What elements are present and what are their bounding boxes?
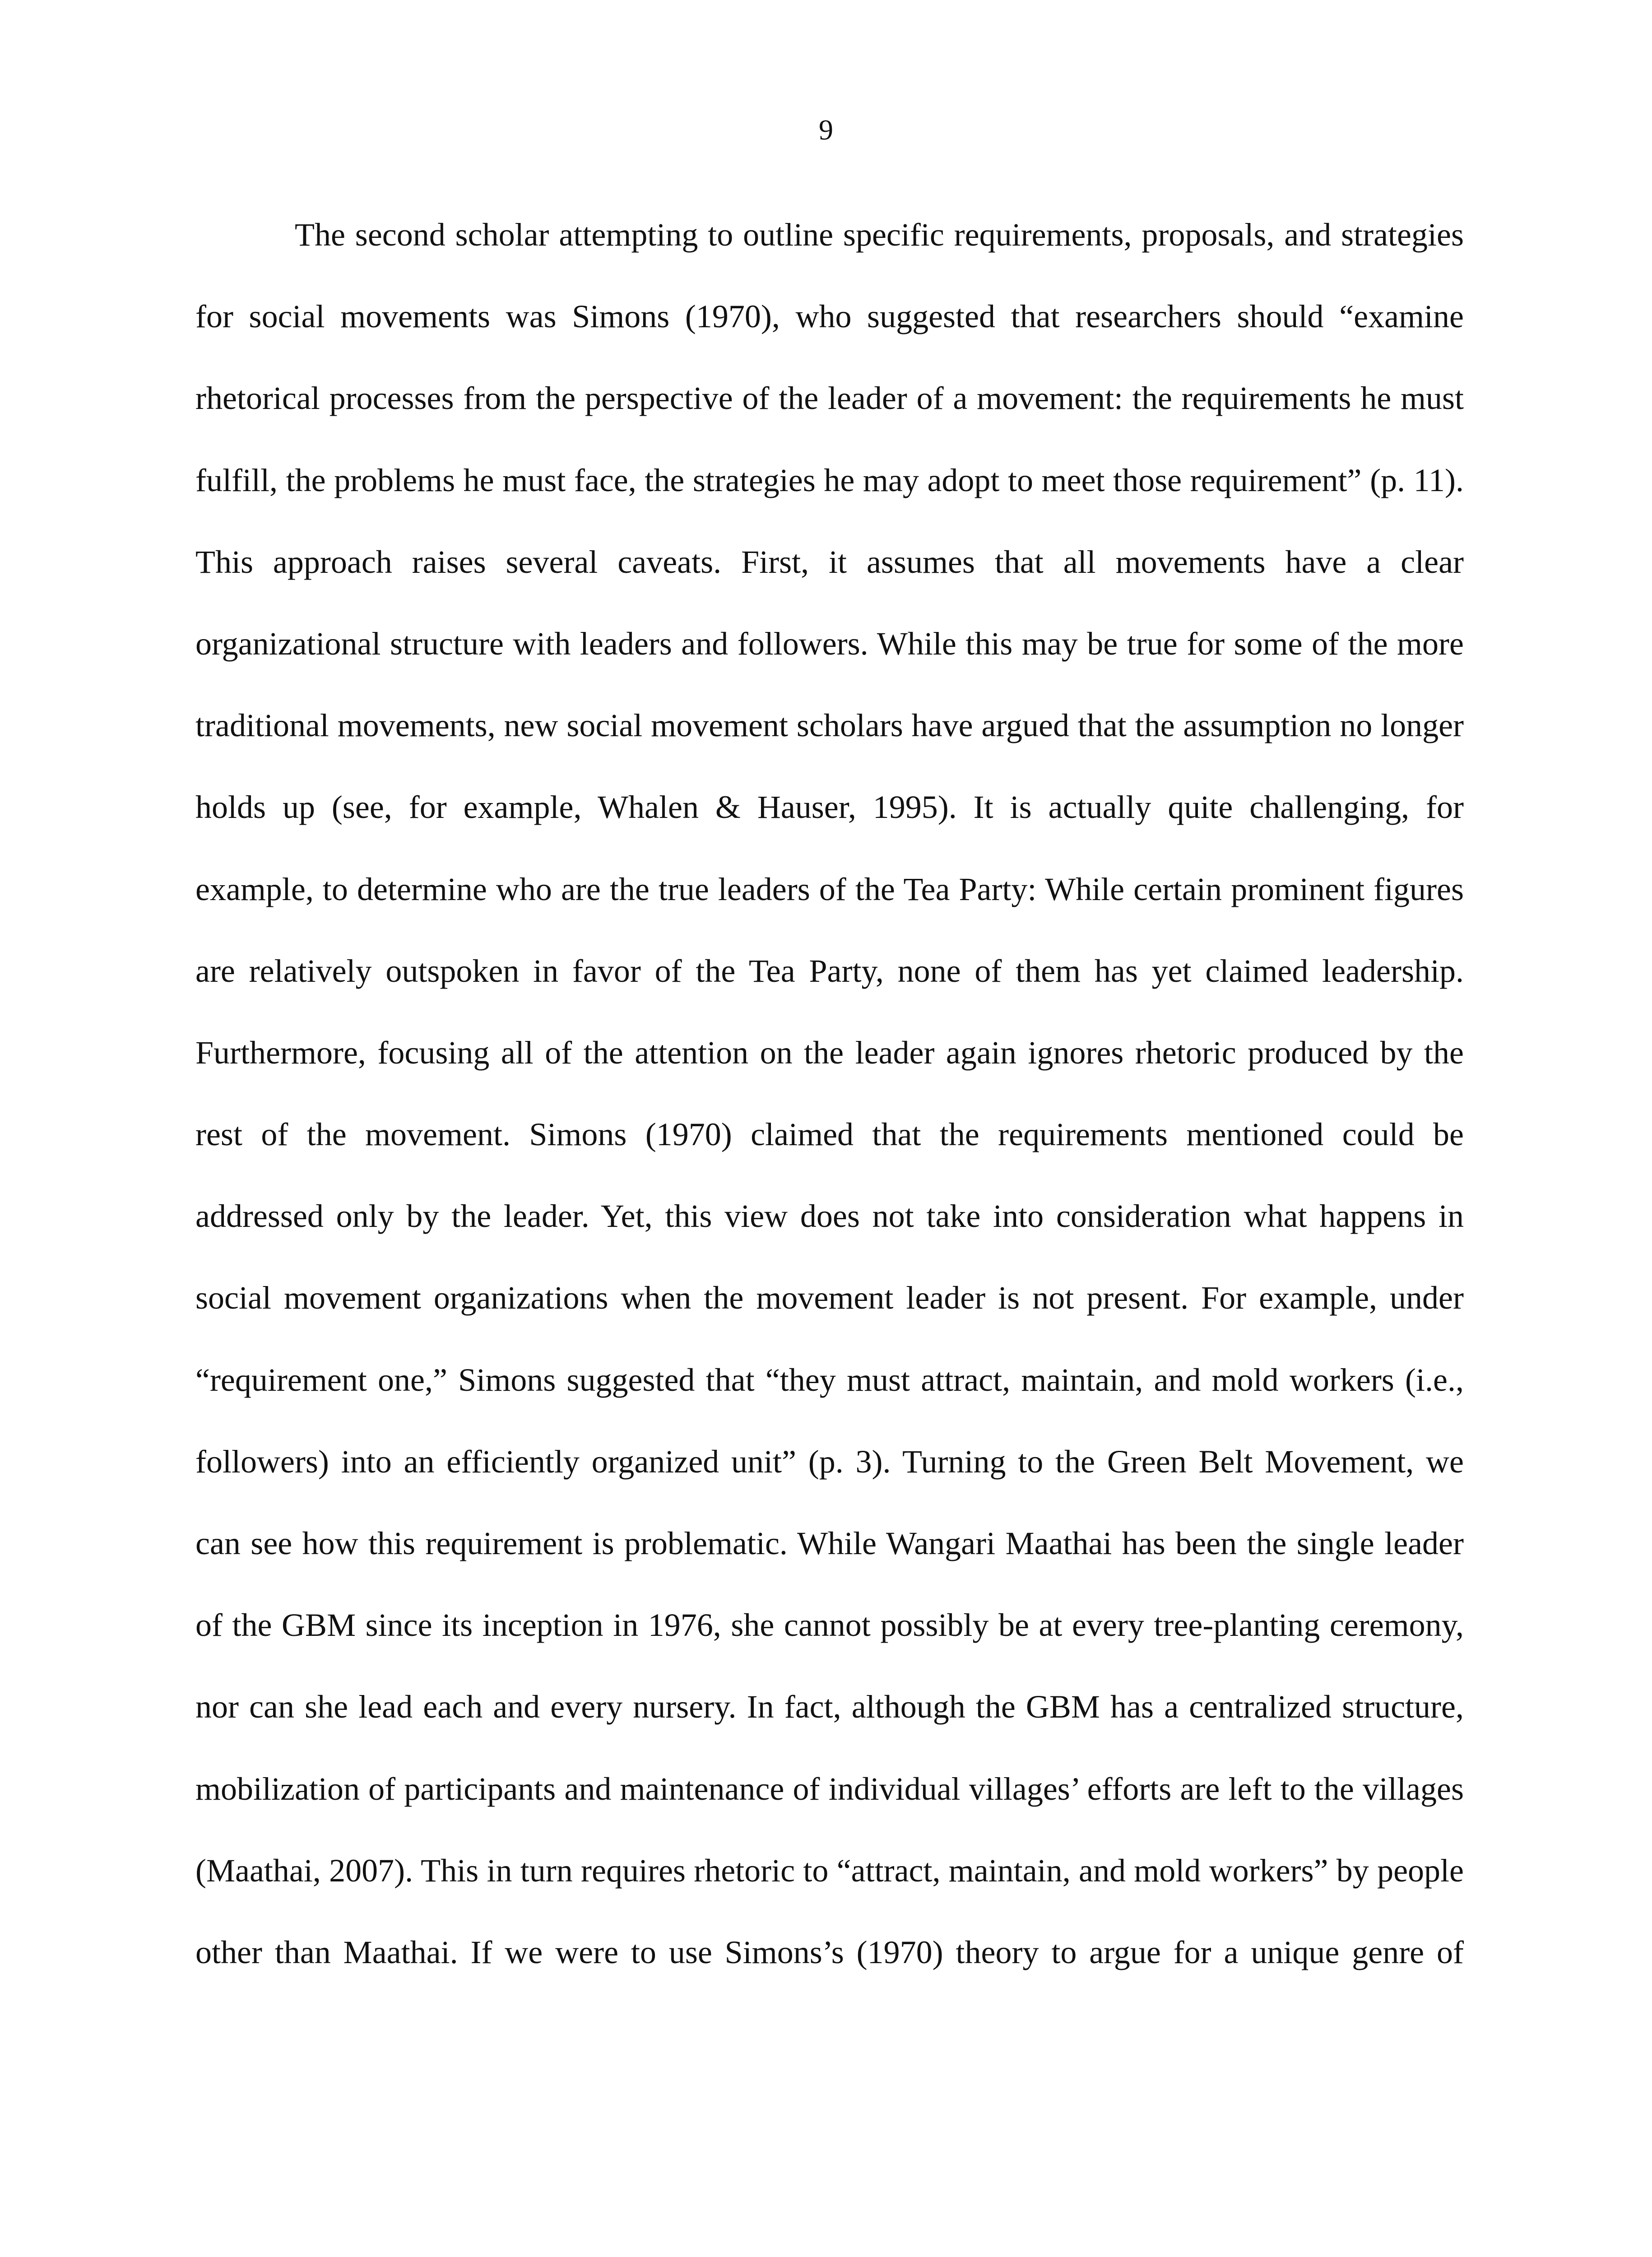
text-line: rhetorical processes from the perspective of the leader of a movement: the requirements he must: [195, 380, 1464, 417]
text-line: can see how this requirement is problematic. While Wangari Maathai has been the single leader: [195, 1525, 1464, 1561]
text-line: traditional movements, new social movement scholars have argued that the assumption no longer: [195, 707, 1464, 744]
text-line: for social movements was Simons (1970), who suggested that researchers should “examine: [195, 298, 1464, 335]
text-line: social movement organizations when the movement leader is not present. For example, under: [195, 1280, 1464, 1316]
text-line: addressed only by the leader. Yet, this view does not take into consideration what happens in: [195, 1198, 1464, 1235]
text-line: holds up (see, for example, Whalen & Hauser, 1995). It is actually quite challenging, for: [195, 789, 1464, 826]
body-paragraph: [195, 212, 1464, 2011]
text-line: followers) into an efficiently organized unit” (p. 3). Turning to the Green Belt Movement, we: [195, 1443, 1464, 1480]
text-line: This approach raises several caveats. First, it assumes that all movements have a clear: [195, 543, 1464, 580]
text-line: The second scholar attempting to outline specific requirements, proposals, and strategies: [295, 217, 1464, 253]
text-line: mobilization of participants and maintenance of individual villages’ efforts are left to the villages: [195, 1770, 1464, 1807]
text-line: other than Maathai. If we were to use Simons’s (1970) theory to argue for a unique genre of: [195, 1934, 1464, 1970]
text-line: rest of the movement. Simons (1970) claimed that the requirements mentioned could be: [195, 1116, 1464, 1153]
page-number: 9: [819, 114, 833, 146]
text-line: of the GBM since its inception in 1976, she cannot possibly be at every tree-planting ceremony,: [195, 1607, 1464, 1644]
text-line: “requirement one,” Simons suggested that “they must attract, maintain, and mold workers (i.e.,: [195, 1361, 1464, 1398]
text-line: Furthermore, focusing all of the attention on the leader again ignores rhetoric produced by the: [195, 1034, 1464, 1071]
text-line: are relatively outspoken in favor of the Tea Party, none of them has yet claimed leadership.: [195, 952, 1464, 989]
text-line: (Maathai, 2007). This in turn requires rhetoric to “attract, maintain, and mold workers” by people: [195, 1852, 1464, 1889]
text-line: nor can she lead each and every nursery. In fact, although the GBM has a centralized structure,: [195, 1689, 1464, 1725]
text-line: example, to determine who are the true leaders of the Tea Party: While certain prominent figures: [195, 871, 1464, 907]
text-line: organizational structure with leaders and followers. While this may be true for some of the more: [195, 625, 1464, 662]
text-line: fulfill, the problems he must face, the strategies he may adopt to meet those requirement” (p. 11).: [195, 462, 1464, 498]
